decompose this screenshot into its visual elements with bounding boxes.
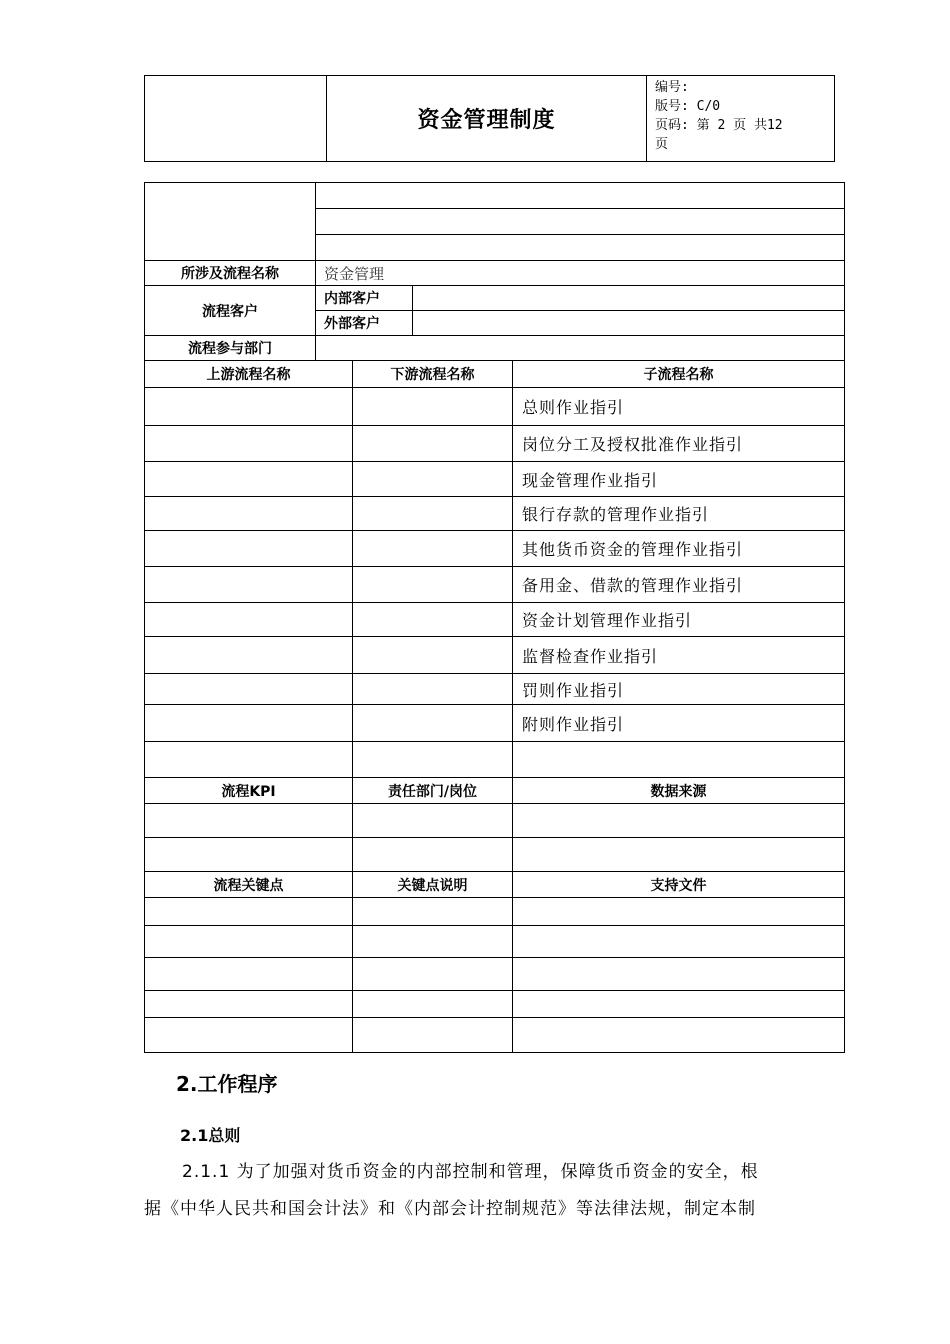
upstream-header: 上游流程名称 xyxy=(145,361,353,388)
document-header xyxy=(144,75,835,162)
downstream-cell xyxy=(353,497,513,531)
paragraph-line: 2.1.1 为了加强对货币资金的内部控制和管理，保障货币资金的安全，根 xyxy=(182,1162,759,1182)
table-row xyxy=(145,991,845,1018)
kpi-cell xyxy=(145,838,353,872)
subprocess-item-empty xyxy=(513,742,845,778)
document-number: 编号: xyxy=(655,80,689,95)
keypoint-desc-cell xyxy=(353,958,513,991)
blank-cell xyxy=(316,235,845,261)
kpi-cell xyxy=(145,804,353,838)
table-row xyxy=(145,603,845,637)
table-row xyxy=(145,742,845,778)
process-name-label: 所涉及流程名称 xyxy=(145,261,316,286)
document-title: 资金管理制度 xyxy=(327,76,647,162)
table-row xyxy=(145,497,845,531)
subprocess-item: 附则作业指引 xyxy=(513,705,845,742)
subprocess-item: 罚则作业指引 xyxy=(513,674,845,705)
keypoint-cell xyxy=(145,958,353,991)
logo-cell xyxy=(145,76,327,162)
paragraph-line: 据《中华人民共和国会计法》和《内部会计控制规范》等法律法规，制定本制 xyxy=(144,1199,756,1219)
table-row xyxy=(145,705,845,742)
blank-cell xyxy=(316,183,845,209)
downstream-cell xyxy=(353,637,513,674)
table-row xyxy=(145,462,845,497)
keypoint-cell xyxy=(145,1018,353,1053)
responsible-dept-header: 责任部门/岗位 xyxy=(353,778,513,804)
support-doc-cell xyxy=(513,926,845,958)
subsection-title: 2.1总则 xyxy=(180,1126,241,1145)
table-row xyxy=(145,926,845,958)
blank-label-cell xyxy=(145,183,316,261)
process-table xyxy=(144,182,845,1053)
kpi-header: 流程KPI xyxy=(145,778,353,804)
downstream-cell xyxy=(353,567,513,603)
support-doc-cell xyxy=(513,898,845,926)
downstream-cell xyxy=(353,603,513,637)
data-source-header: 数据来源 xyxy=(513,778,845,804)
customer-label: 流程客户 xyxy=(145,286,316,336)
table-row xyxy=(145,637,845,674)
process-name-value: 资金管理 xyxy=(316,261,845,286)
subprocess-item: 总则作业指引 xyxy=(513,388,845,426)
table-row xyxy=(145,567,845,603)
keypoint-desc-cell xyxy=(353,926,513,958)
downstream-cell xyxy=(353,705,513,742)
keypoint-desc-cell xyxy=(353,991,513,1018)
data-source-cell xyxy=(513,838,845,872)
upstream-cell xyxy=(145,388,353,426)
upstream-cell xyxy=(145,674,353,705)
subprocess-item: 监督检查作业指引 xyxy=(513,637,845,674)
keypoint-header: 流程关键点 xyxy=(145,872,353,898)
upstream-cell xyxy=(145,567,353,603)
section-title: 2.工作程序 xyxy=(176,1072,278,1096)
table-row xyxy=(145,388,845,426)
responsible-dept-cell xyxy=(353,804,513,838)
subprocess-item: 备用金、借款的管理作业指引 xyxy=(513,567,845,603)
support-doc-cell xyxy=(513,1018,845,1053)
upstream-cell xyxy=(145,742,353,778)
external-customer-label: 外部客户 xyxy=(316,311,413,336)
document-page: 页码: 第 2 页 共12 xyxy=(655,118,783,133)
downstream-cell xyxy=(353,388,513,426)
downstream-cell xyxy=(353,426,513,462)
document-version: 版号: C/0 xyxy=(655,99,721,114)
table-row xyxy=(145,674,845,705)
upstream-cell xyxy=(145,426,353,462)
downstream-cell xyxy=(353,742,513,778)
upstream-cell xyxy=(145,637,353,674)
support-doc-cell xyxy=(513,958,845,991)
downstream-cell xyxy=(353,674,513,705)
table-row xyxy=(145,1018,845,1053)
responsible-dept-cell xyxy=(353,838,513,872)
downstream-header: 下游流程名称 xyxy=(353,361,513,388)
departments-value xyxy=(316,336,845,361)
keypoint-desc-cell xyxy=(353,1018,513,1053)
table-row xyxy=(145,531,845,567)
keypoint-desc-cell xyxy=(353,898,513,926)
downstream-cell xyxy=(353,462,513,497)
keypoint-cell xyxy=(145,926,353,958)
upstream-cell xyxy=(145,497,353,531)
subprocess-item: 现金管理作业指引 xyxy=(513,462,845,497)
upstream-cell xyxy=(145,462,353,497)
external-customer-value xyxy=(413,311,845,336)
document-meta xyxy=(647,76,835,162)
upstream-cell xyxy=(145,705,353,742)
table-row xyxy=(145,898,845,926)
table-row xyxy=(145,838,845,872)
table-row xyxy=(145,958,845,991)
support-doc-cell xyxy=(513,991,845,1018)
document-page-wrap: 页 xyxy=(655,137,669,152)
internal-customer-value xyxy=(413,286,845,311)
upstream-cell xyxy=(145,531,353,567)
support-doc-header: 支持文件 xyxy=(513,872,845,898)
internal-customer-label: 内部客户 xyxy=(316,286,413,311)
table-row xyxy=(145,804,845,838)
subprocess-header: 子流程名称 xyxy=(513,361,845,388)
keypoint-cell xyxy=(145,991,353,1018)
subprocess-item: 银行存款的管理作业指引 xyxy=(513,497,845,531)
downstream-cell xyxy=(353,531,513,567)
departments-label: 流程参与部门 xyxy=(145,336,316,361)
subprocess-item: 岗位分工及授权批准作业指引 xyxy=(513,426,845,462)
blank-cell xyxy=(316,209,845,235)
table-row xyxy=(145,426,845,462)
upstream-cell xyxy=(145,603,353,637)
data-source-cell xyxy=(513,804,845,838)
subprocess-item: 其他货币资金的管理作业指引 xyxy=(513,531,845,567)
keypoint-cell xyxy=(145,898,353,926)
subprocess-item: 资金计划管理作业指引 xyxy=(513,603,845,637)
keypoint-desc-header: 关键点说明 xyxy=(353,872,513,898)
